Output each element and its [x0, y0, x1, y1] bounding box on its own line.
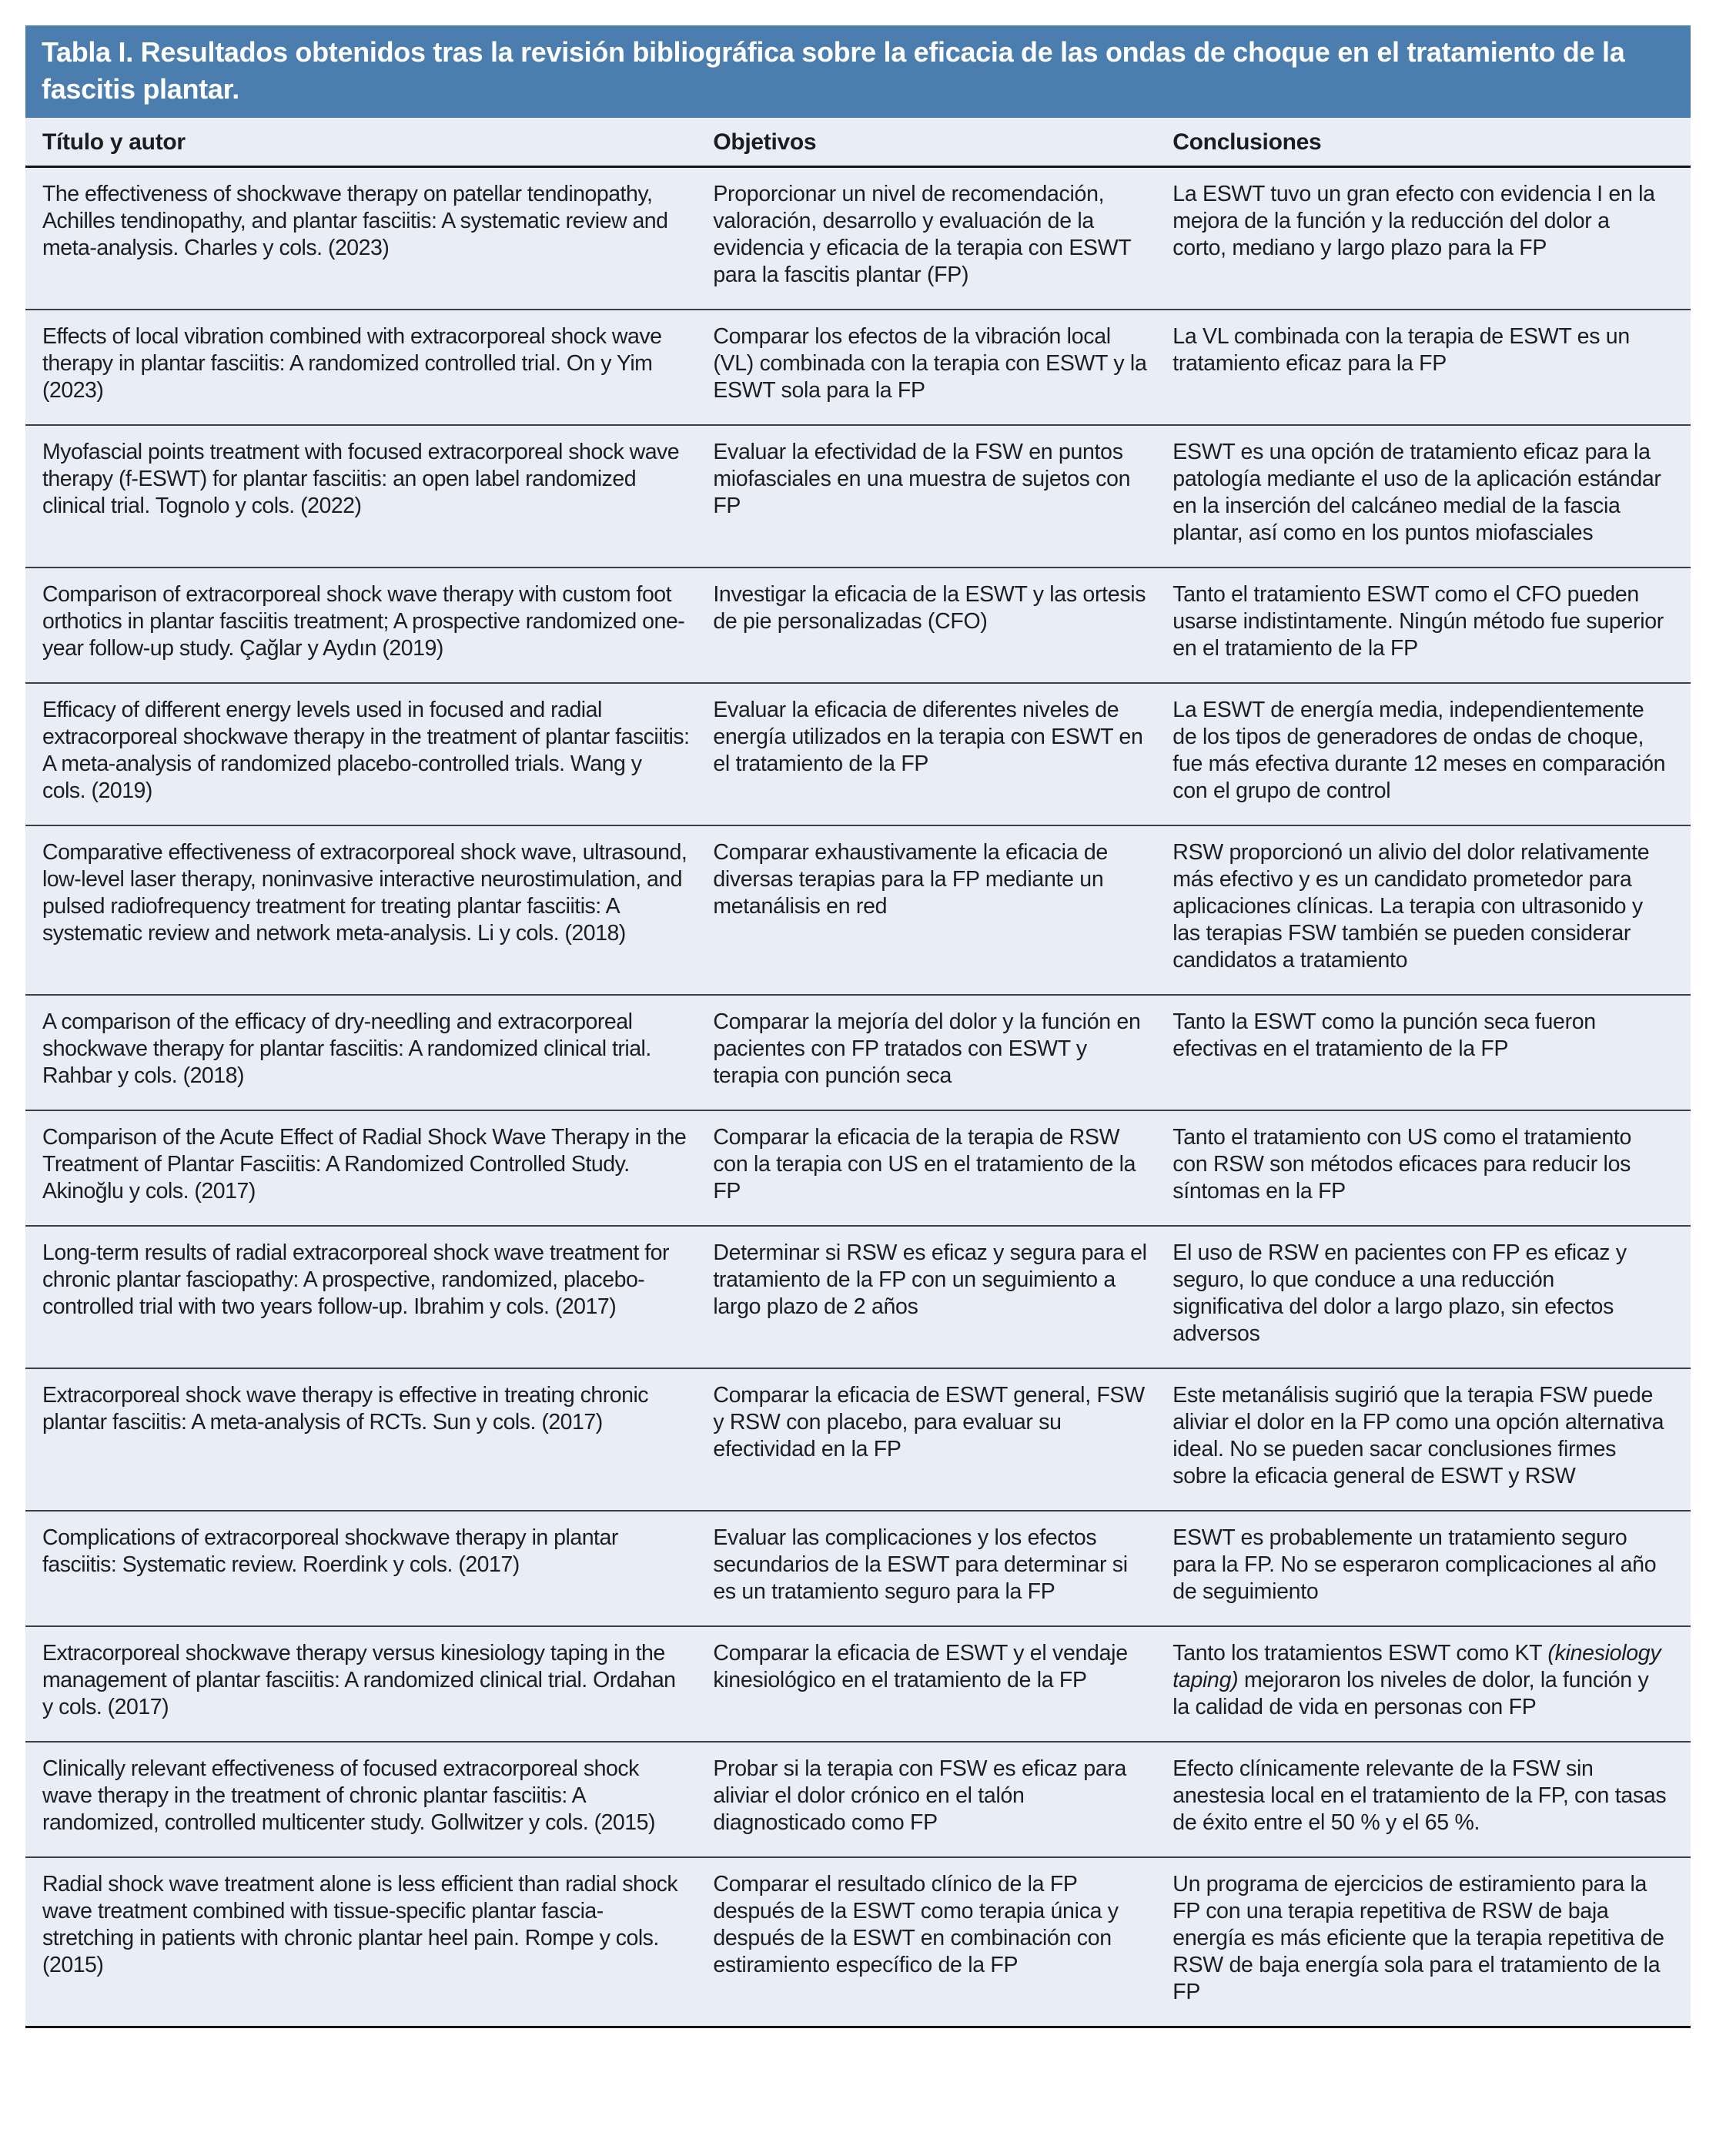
- cell-conclusions: [1172, 1626, 1691, 1742]
- cell-title-author: Extracorporeal shockwave therapy versus kinesiology taping in the management of plantar fasciitis: A randomized clinical trial. Ordahan y cols. (2017): [25, 1626, 713, 1742]
- cell-objectives: Evaluar la efectividad de la FSW en puntos miofasciales en una muestra de sujetos con FP: [713, 425, 1172, 567]
- cell-title-author: Clinically relevant effectiveness of focused extracorporeal shock wave therapy in the treatment of chronic plantar fasciitis: A randomized, controlled multicenter study. Gollwitzer y cols. (2015): [25, 1742, 713, 1857]
- cell-conclusions: RSW proporcionó un alivio del dolor relativamente más efectivo y es un candidato prometedor para aplicaciones clínicas. La terapia con ultrasonido y las terapias FSW también se pueden considerar candidatos a tratamiento: [1172, 825, 1691, 995]
- conclusion-segment-italic: (kinesiology taping): [1172, 1641, 1661, 1692]
- table-row: [25, 167, 1691, 310]
- col-header-conclusiones: Conclusiones: [1172, 118, 1691, 167]
- cell-title-author: Comparative effectiveness of extracorporeal shock wave, ultrasound, low-level laser therapy, noninvasive interactive neurostimulation, and pulsed radiofrequency treatment for treating plantar fasciitis: A systematic review and network meta-analysis. Li y cols. (2018): [25, 825, 713, 995]
- table-row: [25, 1368, 1691, 1511]
- cell-objectives: Comparar el resultado clínico de la FP después de la ESWT como terapia única y después de la ESWT en combinación con estiramiento específico de la FP: [713, 1857, 1172, 2027]
- cell-objectives: Comparar exhaustivamente la eficacia de diversas terapias para la FP mediante un metanálisis en red: [713, 825, 1172, 995]
- table-row: [25, 1110, 1691, 1226]
- cell-conclusions: La VL combinada con la terapia de ESWT es un tratamiento eficaz para la FP: [1172, 310, 1691, 425]
- cell-title-author: Efficacy of different energy levels used in focused and radial extracorporeal shockwave therapy in the treatment of plantar fasciitis: A meta-analysis of randomized placebo-controlled trials. Wang y cols. (2019): [25, 683, 713, 825]
- table-row: [25, 425, 1691, 567]
- cell-title-author: Extracorporeal shock wave therapy is effective in treating chronic plantar fasciitis: A meta-analysis of RCTs. Sun y cols. (2017): [25, 1368, 713, 1511]
- table-row: [25, 995, 1691, 1110]
- cell-title-author: Complications of extracorporeal shockwave therapy in plantar fasciitis: Systematic review. Roerdink y cols. (2017): [25, 1511, 713, 1626]
- table-row: [25, 683, 1691, 825]
- cell-title-author: Comparison of extracorporeal shock wave therapy with custom foot orthotics in plantar fasciitis treatment; A prospective randomized one-year follow-up study. Çağlar y Aydın (2019): [25, 567, 713, 683]
- cell-objectives: Proporcionar un nivel de recomendación, valoración, desarrollo y evaluación de la evidencia y eficacia de la terapia con ESWT para la fascitis plantar (FP): [713, 167, 1172, 310]
- cell-title-author: Long-term results of radial extracorporeal shock wave treatment for chronic plantar fasciopathy: A prospective, randomized, placebo-controlled trial with two years follow-up. Ibrahim y cols. (2017): [25, 1226, 713, 1368]
- study-results-table: [25, 25, 1691, 2028]
- cell-objectives: Evaluar las complicaciones y los efectos secundarios de la ESWT para determinar si es un tratamiento seguro para la FP: [713, 1511, 1172, 1626]
- cell-objectives: Investigar la eficacia de la ESWT y las ortesis de pie personalizadas (CFO): [713, 567, 1172, 683]
- cell-conclusions: El uso de RSW en pacientes con FP es eficaz y seguro, lo que conduce a una reducción significativa del dolor a largo plazo, sin efectos adversos: [1172, 1226, 1691, 1368]
- results-table: [25, 118, 1691, 2028]
- cell-conclusions: Este metanálisis sugirió que la terapia FSW puede aliviar el dolor en la FP como una opción alternativa ideal. No se pueden sacar conclusiones firmes sobre la eficacia general de ESWT y RSW: [1172, 1368, 1691, 1511]
- cell-objectives: Determinar si RSW es eficaz y segura para el tratamiento de la FP con un seguimiento a largo plazo de 2 años: [713, 1226, 1172, 1368]
- table-row: [25, 1511, 1691, 1626]
- cell-objectives: Evaluar la eficacia de diferentes niveles de energía utilizados en la terapia con ESWT en el tratamiento de la FP: [713, 683, 1172, 825]
- cell-conclusions: Tanto el tratamiento con US como el tratamiento con RSW son métodos eficaces para reducir los síntomas en la FP: [1172, 1110, 1691, 1226]
- table-row: [25, 567, 1691, 683]
- cell-title-author: Radial shock wave treatment alone is less efficient than radial shock wave treatment combined with tissue-specific plantar fascia-stretching in patients with chronic plantar heel pain. Rompe y cols. (2015): [25, 1857, 713, 2027]
- cell-title-author: Comparison of the Acute Effect of Radial Shock Wave Therapy in the Treatment of Plantar Fasciitis: A Randomized Controlled Study. Akinoğlu y cols. (2017): [25, 1110, 713, 1226]
- cell-conclusions: Tanto la ESWT como la punción seca fueron efectivas en el tratamiento de la FP: [1172, 995, 1691, 1110]
- cell-objectives: Comparar la eficacia de ESWT general, FSW y RSW con placebo, para evaluar su efectividad en la FP: [713, 1368, 1172, 1511]
- cell-objectives: Comparar los efectos de la vibración local (VL) combinada con la terapia con ESWT y la ESWT sola para la FP: [713, 310, 1172, 425]
- conclusion-segment: Tanto los tratamientos ESWT como KT: [1172, 1641, 1548, 1666]
- cell-objectives: Comparar la eficacia de la terapia de RSW con la terapia con US en el tratamiento de la FP: [713, 1110, 1172, 1226]
- cell-conclusions: La ESWT de energía media, independientemente de los tipos de generadores de ondas de choque, fue más efectiva durante 12 meses en comparación con el grupo de control: [1172, 683, 1691, 825]
- table-body: [25, 167, 1691, 2027]
- cell-conclusions: Efecto clínicamente relevante de la FSW sin anestesia local en el tratamiento de la FP, con tasas de éxito entre el 50 % y el 65 %.: [1172, 1742, 1691, 1857]
- cell-objectives: Probar si la terapia con FSW es eficaz para aliviar el dolor crónico en el talón diagnosticado como FP: [713, 1742, 1172, 1857]
- cell-title-author: A comparison of the efficacy of dry-needling and extracorporeal shockwave therapy for plantar fasciitis: A randomized clinical trial. Rahbar y cols. (2018): [25, 995, 713, 1110]
- col-header-titulo-y-autor: Título y autor: [25, 118, 713, 167]
- cell-conclusions: ESWT es una opción de tratamiento eficaz para la patología mediante el uso de la aplicación estándar en la inserción del calcáneo medial de la fascia plantar, así como en los puntos miofasciales: [1172, 425, 1691, 567]
- table-row: [25, 825, 1691, 995]
- table-row: [25, 1626, 1691, 1742]
- cell-title-author: Effects of local vibration combined with extracorporeal shock wave therapy in plantar fasciitis: A randomized controlled trial. On y Yim (2023): [25, 310, 713, 425]
- cell-title-author: Myofascial points treatment with focused extracorporeal shock wave therapy (f-ESWT) for plantar fasciitis: an open label randomized clinical trial. Tognolo y cols. (2022): [25, 425, 713, 567]
- conclusion-segment: mejoraron los niveles de dolor, la función y la calidad de vida en personas con FP: [1172, 1668, 1649, 1719]
- table-title: Tabla I. Resultados obtenidos tras la revisión bibliográfica sobre la eficacia de las ondas de choque en el tratamiento de la fascitis plantar.: [25, 25, 1691, 118]
- cell-conclusions: Un programa de ejercicios de estiramiento para la FP con una terapia repetitiva de RSW de baja energía es más eficiente que la terapia repetitiva de RSW de baja energía sola para el tratamiento de la FP: [1172, 1857, 1691, 2027]
- cell-conclusions: La ESWT tuvo un gran efecto con evidencia I en la mejora de la función y la reducción del dolor a corto, mediano y largo plazo para la FP: [1172, 167, 1691, 310]
- table-row: [25, 1857, 1691, 2027]
- table-row: [25, 1742, 1691, 1857]
- cell-title-author: The effectiveness of shockwave therapy on patellar tendinopathy, Achilles tendinopathy, and plantar fasciitis: A systematic review and meta-analysis. Charles y cols. (2023): [25, 167, 713, 310]
- header-row: [25, 118, 1691, 167]
- table-row: [25, 310, 1691, 425]
- col-header-objetivos: Objetivos: [713, 118, 1172, 167]
- table-row: [25, 1226, 1691, 1368]
- cell-conclusions: ESWT es probablemente un tratamiento seguro para la FP. No se esperaron complicaciones al año de seguimiento: [1172, 1511, 1691, 1626]
- cell-objectives: Comparar la mejoría del dolor y la función en pacientes con FP tratados con ESWT y terapia con punción seca: [713, 995, 1172, 1110]
- cell-objectives: Comparar la eficacia de ESWT y el vendaje kinesiológico en el tratamiento de la FP: [713, 1626, 1172, 1742]
- cell-conclusions: Tanto el tratamiento ESWT como el CFO pueden usarse indistintamente. Ningún método fue superior en el tratamiento de la FP: [1172, 567, 1691, 683]
